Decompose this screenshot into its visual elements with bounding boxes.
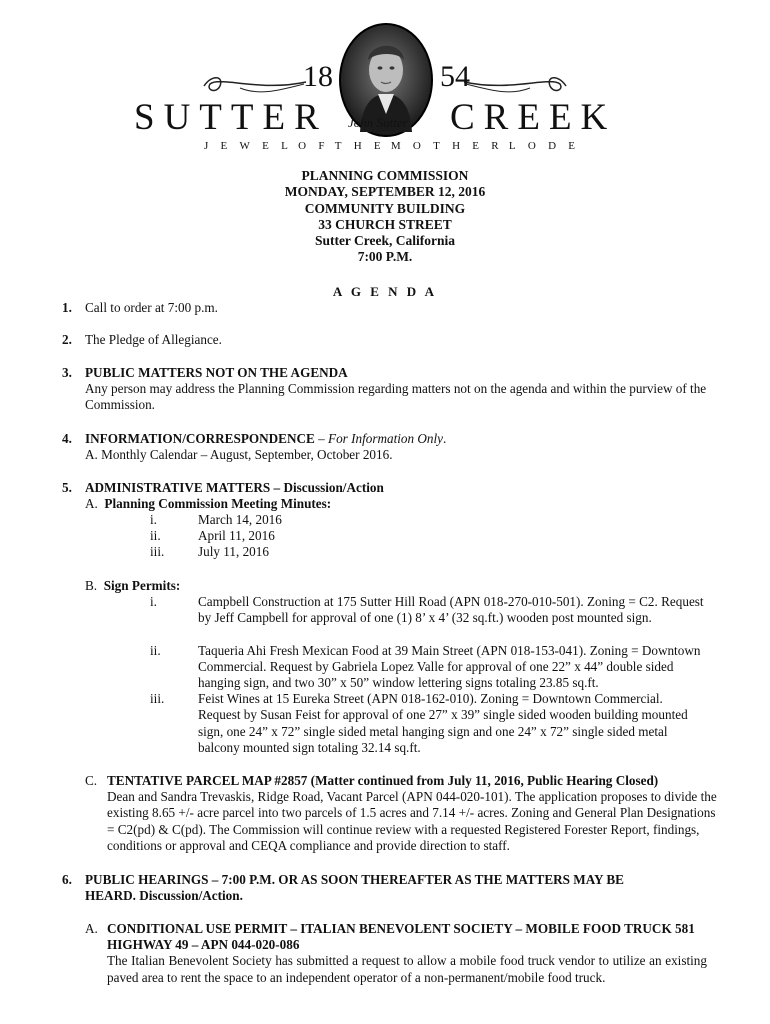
sub-heading-a: [85, 496, 710, 512]
list-marker: i.: [150, 512, 157, 527]
item-title: PUBLIC HEARINGS – 7:00 P.M. OR AS SOON THEREAFTER AS THE MATTERS MAY BE HEARD. Discussion/Action.: [85, 872, 624, 904]
item-title: INFORMATION/CORRESPONDENCE: [85, 431, 315, 446]
list-item: [0, 512, 770, 528]
list-marker: iii.: [150, 691, 165, 707]
list-text: April 11, 2016: [198, 528, 275, 544]
item-note: For Information Only: [328, 431, 444, 446]
item-title-period: .: [443, 431, 447, 446]
item-title: PUBLIC MATTERS NOT ON THE AGENDA: [85, 365, 348, 380]
header-city: Sutter Creek, California: [314, 233, 456, 249]
header-commission: PLANNING COMMISSION: [301, 168, 469, 183]
signature: John Sutter: [348, 115, 408, 130]
item-title-line: [85, 431, 710, 447]
item-title: ADMINISTRATIVE MATTERS – Discussion/Action: [85, 480, 384, 495]
item-text: The Pledge of Allegiance.: [85, 332, 222, 347]
sub-heading-b: [85, 578, 685, 594]
sub-title: TENTATIVE PARCEL MAP #2857 (Matter continued from July 11, 2016, Public Hearing Closed): [107, 773, 659, 788]
item-number: 6.: [62, 872, 72, 887]
motto-word-jewel: J E W E L: [204, 140, 289, 152]
sub-label: A.: [85, 921, 98, 936]
sub-body: The Italian Benevolent Society has submitted a request to allow a mobile food truck vendor to utilize an existing paved area to rent the space to an independent operator of a non-permanent/mobile food truck.: [107, 953, 707, 985]
item-content: [85, 480, 710, 512]
sub-label: C.: [85, 773, 98, 788]
header-street: 33 CHURCH STREET: [318, 216, 452, 232]
item-number: 5.: [62, 480, 72, 495]
item-number: 4.: [62, 431, 72, 446]
item-sub-a: A. Monthly Calendar – August, September, October 2016.: [85, 447, 393, 463]
sub-title: Sign Permits:: [103, 578, 181, 593]
item-body: Any person may address the Planning Commission regarding matters not on the agenda and within the purview of the Commission.: [85, 381, 707, 413]
agenda-title: A G E N D A: [332, 284, 438, 299]
header-date: MONDAY, SEPTEMBER 12, 2016: [284, 184, 486, 200]
sign-permits-list: [0, 594, 770, 756]
item-number: 3.: [62, 365, 72, 380]
item-content: [85, 431, 710, 463]
header-location: COMMUNITY BUILDING: [304, 200, 466, 216]
town-name-right: CREEK: [450, 97, 617, 138]
sub-title: CONDITIONAL USE PERMIT – ITALIAN BENEVOLENT SOCIETY – MOBILE FOOD TRUCK 581 HIGHWAY 49 – APN 044-020-086: [107, 921, 695, 953]
list-item: [0, 643, 770, 692]
sub-label: B.: [85, 578, 98, 593]
list-text: March 14, 2016: [198, 512, 282, 527]
list-marker: ii.: [150, 528, 161, 544]
header-time: 7:00 P.M.: [357, 249, 413, 265]
list-item: [0, 528, 770, 544]
list-item: [0, 691, 770, 756]
year-left: 18: [303, 60, 333, 93]
sub-title: Planning Commission Meeting Minutes:: [104, 496, 332, 512]
motto-word-lode: L O D E: [508, 140, 576, 152]
motto-word-of: O F: [298, 140, 326, 152]
meeting-header: [0, 168, 770, 266]
town-name-left: SUTTER: [134, 97, 328, 138]
list-text: Campbell Construction at 175 Sutter Hill Road (APN 018-270-010-501). Zoning = C2. Request by Jeff Campbell for approval of one (1) 8’ x 4’ (32 sq.ft.) wooden post mounted sign.: [198, 594, 704, 626]
item-number: 2.: [62, 332, 72, 347]
item-text: Call to order at 7:00 p.m.: [85, 300, 218, 315]
list-text: Feist Wines at 15 Eureka Street (APN 018-162-010). Zoning = Downtown Commercial. Request by Susan Feist for approval of one 27” x 39” single sided wooden building mounted sign, one 24” x 72” single sided metal hanging sign and one 24” x 72” single sided metal balcony mounted sign totaling 32.14 sq.ft.: [198, 691, 688, 755]
list-marker: iii.: [150, 544, 165, 560]
minutes-list: [0, 512, 770, 561]
list-marker: i.: [150, 594, 157, 609]
sub-body: Dean and Sandra Trevaskis, Ridge Road, Vacant Parcel (APN 044-020-101). The application proposes to divide the existing 8.65 +/- acre parcel into two parcels of 1.5 acres and 7.14 +/- acres. Zoning and General Plan Designations = C2(pd) & C(pd). The Commission will continue review with a requested Registered Forester Report, findings, conditions or approval and CEQA compliance and provide direction to staff.: [107, 789, 717, 853]
item-content: [85, 365, 710, 414]
left-swirl-ornament: [200, 72, 310, 98]
letterhead: [0, 0, 770, 160]
sub-label: A.: [85, 496, 98, 512]
list-item: [0, 594, 770, 643]
item-title-dash: –: [314, 431, 329, 446]
item-number: 1.: [62, 300, 72, 315]
list-marker: ii.: [150, 642, 161, 658]
year-right: 54: [440, 60, 470, 93]
list-text: Taqueria Ahi Fresh Mexican Food at 39 Main Street (APN 018-153-041). Zoning = Downtown Commercial. Request by Gabriela Lopez Valle for approval of one 22” x 44” double sided hanging sign, and two 30” x 50” window lettering signs totaling 23.85 sq.ft.: [198, 642, 701, 690]
motto: [204, 140, 576, 152]
motto-word-mother: M O T H E R: [390, 140, 500, 152]
list-item: [0, 544, 770, 560]
motto-word-the: T H E: [334, 140, 382, 152]
list-text: July 11, 2016: [198, 544, 269, 560]
right-swirl-ornament: [460, 72, 570, 98]
